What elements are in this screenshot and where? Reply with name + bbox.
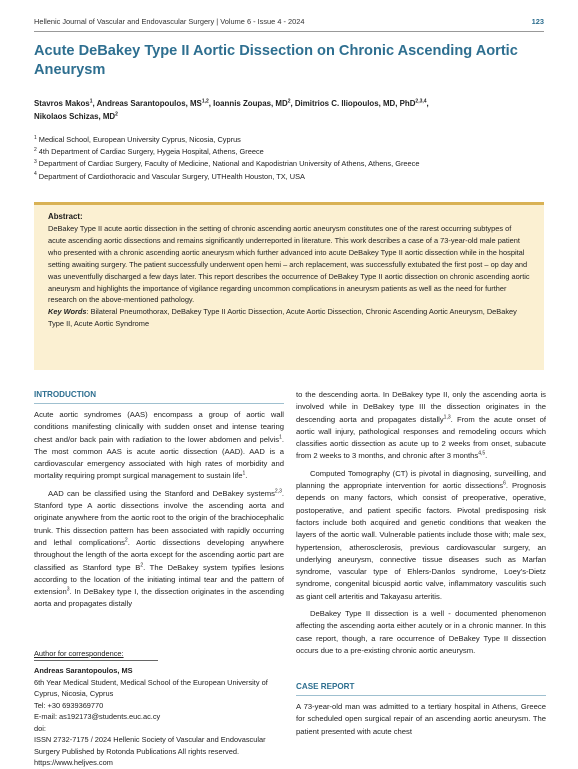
affiliation: $^2$ 4th Department of Cardiac Surgery, Hygeia Hospital, Athens, Greece <box>34 146 264 157</box>
correspondence-rule <box>34 660 158 661</box>
correspondence-email[interactable]: E-mail: as192173@students.euc.ac.cy <box>34 712 161 721</box>
section-rule <box>34 403 284 404</box>
case-paragraph: A 73-year-old man was admitted to a tertiary hospital in Athens, Greece for scheduled open surgical repair of an ascending aortic aneurysm. The patient presented with acute chest <box>296 702 546 736</box>
affiliation-list <box>34 134 544 183</box>
abstract-text: DeBakey Type II acute aortic dissection in the setting of chronic ascending aortic aneurysm constitutes one of the rarest occurring subtypes of acute ascending aortic dissections and remains significantly underreported in literature. This work describes a case of a 73-year-old male patient who presented with a chronic ascending aortic aneurysm which further advanced into acute DeBakey Type II aortic dissection while in the hospital setting awaiting surgery. The patient successfully underwent open hemi – arch replacement, was successfully extubated the first post – op day and was uneventfully discharged a few days later. This report describes the occurrence of DeBakey Type II aortic dissection on chronic ascending aortic aneurysm and highlights the importance of vigilance regarding uncommon complications in aneurysm patients as well as the need for further research on the above-mentioned pathology. <box>48 224 530 305</box>
correspondence-phone: Tel: +30 6939369770 <box>34 700 104 710</box>
author: Nikolaos Schizas, $MD^2$ <box>34 111 118 121</box>
intro-paragraph: AAD can be classified using the Stanford and DeBakey systems$^{2,3}$. Stanford type A aortic dissections involve the ascending aorta and originate anywhere from the aortic root to the origin of the brachiocephalic trunk. This dissection pattern has been associated with rapidly occurring and lethal complications$^2$. Aortic dissections developing anywhere throughout the length of the aorta except for the ascending aortic part are classified as Stanford type $B^2$. The DeBakey system typifies lesions according to the location of the initiating intimal tear and the pattern of extension$^3$. In DeBakey type I, the dissection originates in the ascending aorta and propagates distally <box>34 488 284 609</box>
affiliation: $^1$ Medical School, European University Cyprus, Nicosia, Cyprus <box>34 134 241 144</box>
journal-info: Hellenic Journal of Vascular and Endovascular Surgery | Volume 6 - Issue 4 - 2024 <box>34 17 305 26</box>
author: Dimitrios C. Iliopoulos, MD, PhD$^{2,3,4}$, <box>294 98 429 108</box>
article-title: Acute DeBakey Type II Aortic Dissection on Chronic Ascending Aortic Aneurysm <box>34 43 518 78</box>
case-report-heading: CASE REPORT <box>296 682 355 691</box>
section-rule <box>296 695 546 696</box>
affiliation: $^4$ Department of Cardiothoracic and Vascular Surgery, UTHealth Houston, TX, USA <box>34 171 305 181</box>
correspondence-heading: Author for correspondence: <box>34 649 124 658</box>
author: Ioannis Zoupas, $MD^2$, <box>213 98 295 108</box>
correspondence-name: Andreas Sarantopoulos, MS <box>34 666 133 675</box>
author: Andreas Sarantopoulos, MS$^{1,2}$, <box>96 98 214 108</box>
page-number: 123 <box>531 17 544 26</box>
header-rule <box>34 31 544 32</box>
keywords-text: : Bilateral Pneumothorax, DeBakey Type II Aortic Dissection, Acute Aortic Dissection, Chronic Ascending Aortic Aneurysm, DeBakey Type II, Acute Aortic Syndrome <box>48 307 517 329</box>
affiliation: $^3$ Department of Cardiac Surgery, Faculty of Medicine, National and Kapodistrian University of Athens, Athens, Greece <box>34 158 420 169</box>
author: Stavros Makos$^1$, <box>34 98 97 108</box>
keywords-label: Key Words <box>48 307 87 317</box>
intro-paragraph: Acute aortic syndromes (AAS) encompass a group of aortic wall conditions manifesting clinically with sudden onset and intense tearing chest and/or back pain with radiation to the lower abdomen and pelvis$^1$. The most common AAS is acute aortic dissection (AAD). AAD is a cardiovascular emergency associated with high rates of morbidity and mortality requiring prompt surgical management to sustain life$^1$. <box>34 410 284 481</box>
correspondence-doi: doi: <box>34 723 46 733</box>
left-column <box>34 389 284 611</box>
intro-paragraph: Computed Tomography (CT) is pivotal in diagnosing, surveilling, and planning the appropriate intervention for aortic dissections$^6$. Prognosis depends on many factors, which consist of preoperative, operative, postoperative, and patient specific factors. Pivotal predisposing risk factors include both acquired and genetic conditions that weaken the layers of the aortic wall. Vulnerable patients include those with; male sex, hypertension, atherosclerosis, previous cardiovascular surgery, an underlying aneurysm, connective tissue diseases such as Marfan syndrome, vascular type of Ehlers-Danlos syndrome, Loey’s-Dietz syndrome, congenital bicuspid aortic valve, inflammatory vasculitis such as giant cell arteritis and Takayasu arteritis. <box>296 468 546 601</box>
correspondence-box <box>34 648 284 769</box>
case-report-section <box>296 681 546 738</box>
right-column <box>296 389 546 657</box>
abstract-box <box>34 202 544 370</box>
abstract-heading: Abstract: <box>48 212 83 221</box>
introduction-heading: INTRODUCTION <box>34 390 97 399</box>
keywords <box>48 306 530 330</box>
correspondence-affiliation: 6th Year Medical Student, Medical School of the European University of Cyprus, Nicosia, Cyprus <box>34 677 268 698</box>
author-list <box>34 97 544 123</box>
copyright-notice: ISSN 2732-7175 / 2024 Hellenic Society of Vascular and Endovascular Surgery Published by Rotonda Publications All rights reserved. https://www.heljves.com <box>34 735 266 767</box>
running-head <box>34 17 544 29</box>
intro-paragraph: to the descending aorta. In DeBakey type II, only the ascending aorta is involved while in DeBakey type III the dissection originates in the descending aorta and propagates distally$^{1,3}$. From the acute onset of aortic wall injury, pathological responses and remodeling occurs which classifies aortic dissection as acute up to 2 weeks from onset, subacute from 2 weeks to 3 months, and chronic after 3 months$^{4,5}$. <box>296 390 546 461</box>
intro-paragraph: DeBakey Type II dissection is a well - documented phenomenon affecting the ascending aorta either acutely or in a chronic manner. In this case report, though, a rare occurrence of DeBakey Type II dissection occurs due to a pre-existing chronic aortic aneurysm. <box>296 609 546 655</box>
